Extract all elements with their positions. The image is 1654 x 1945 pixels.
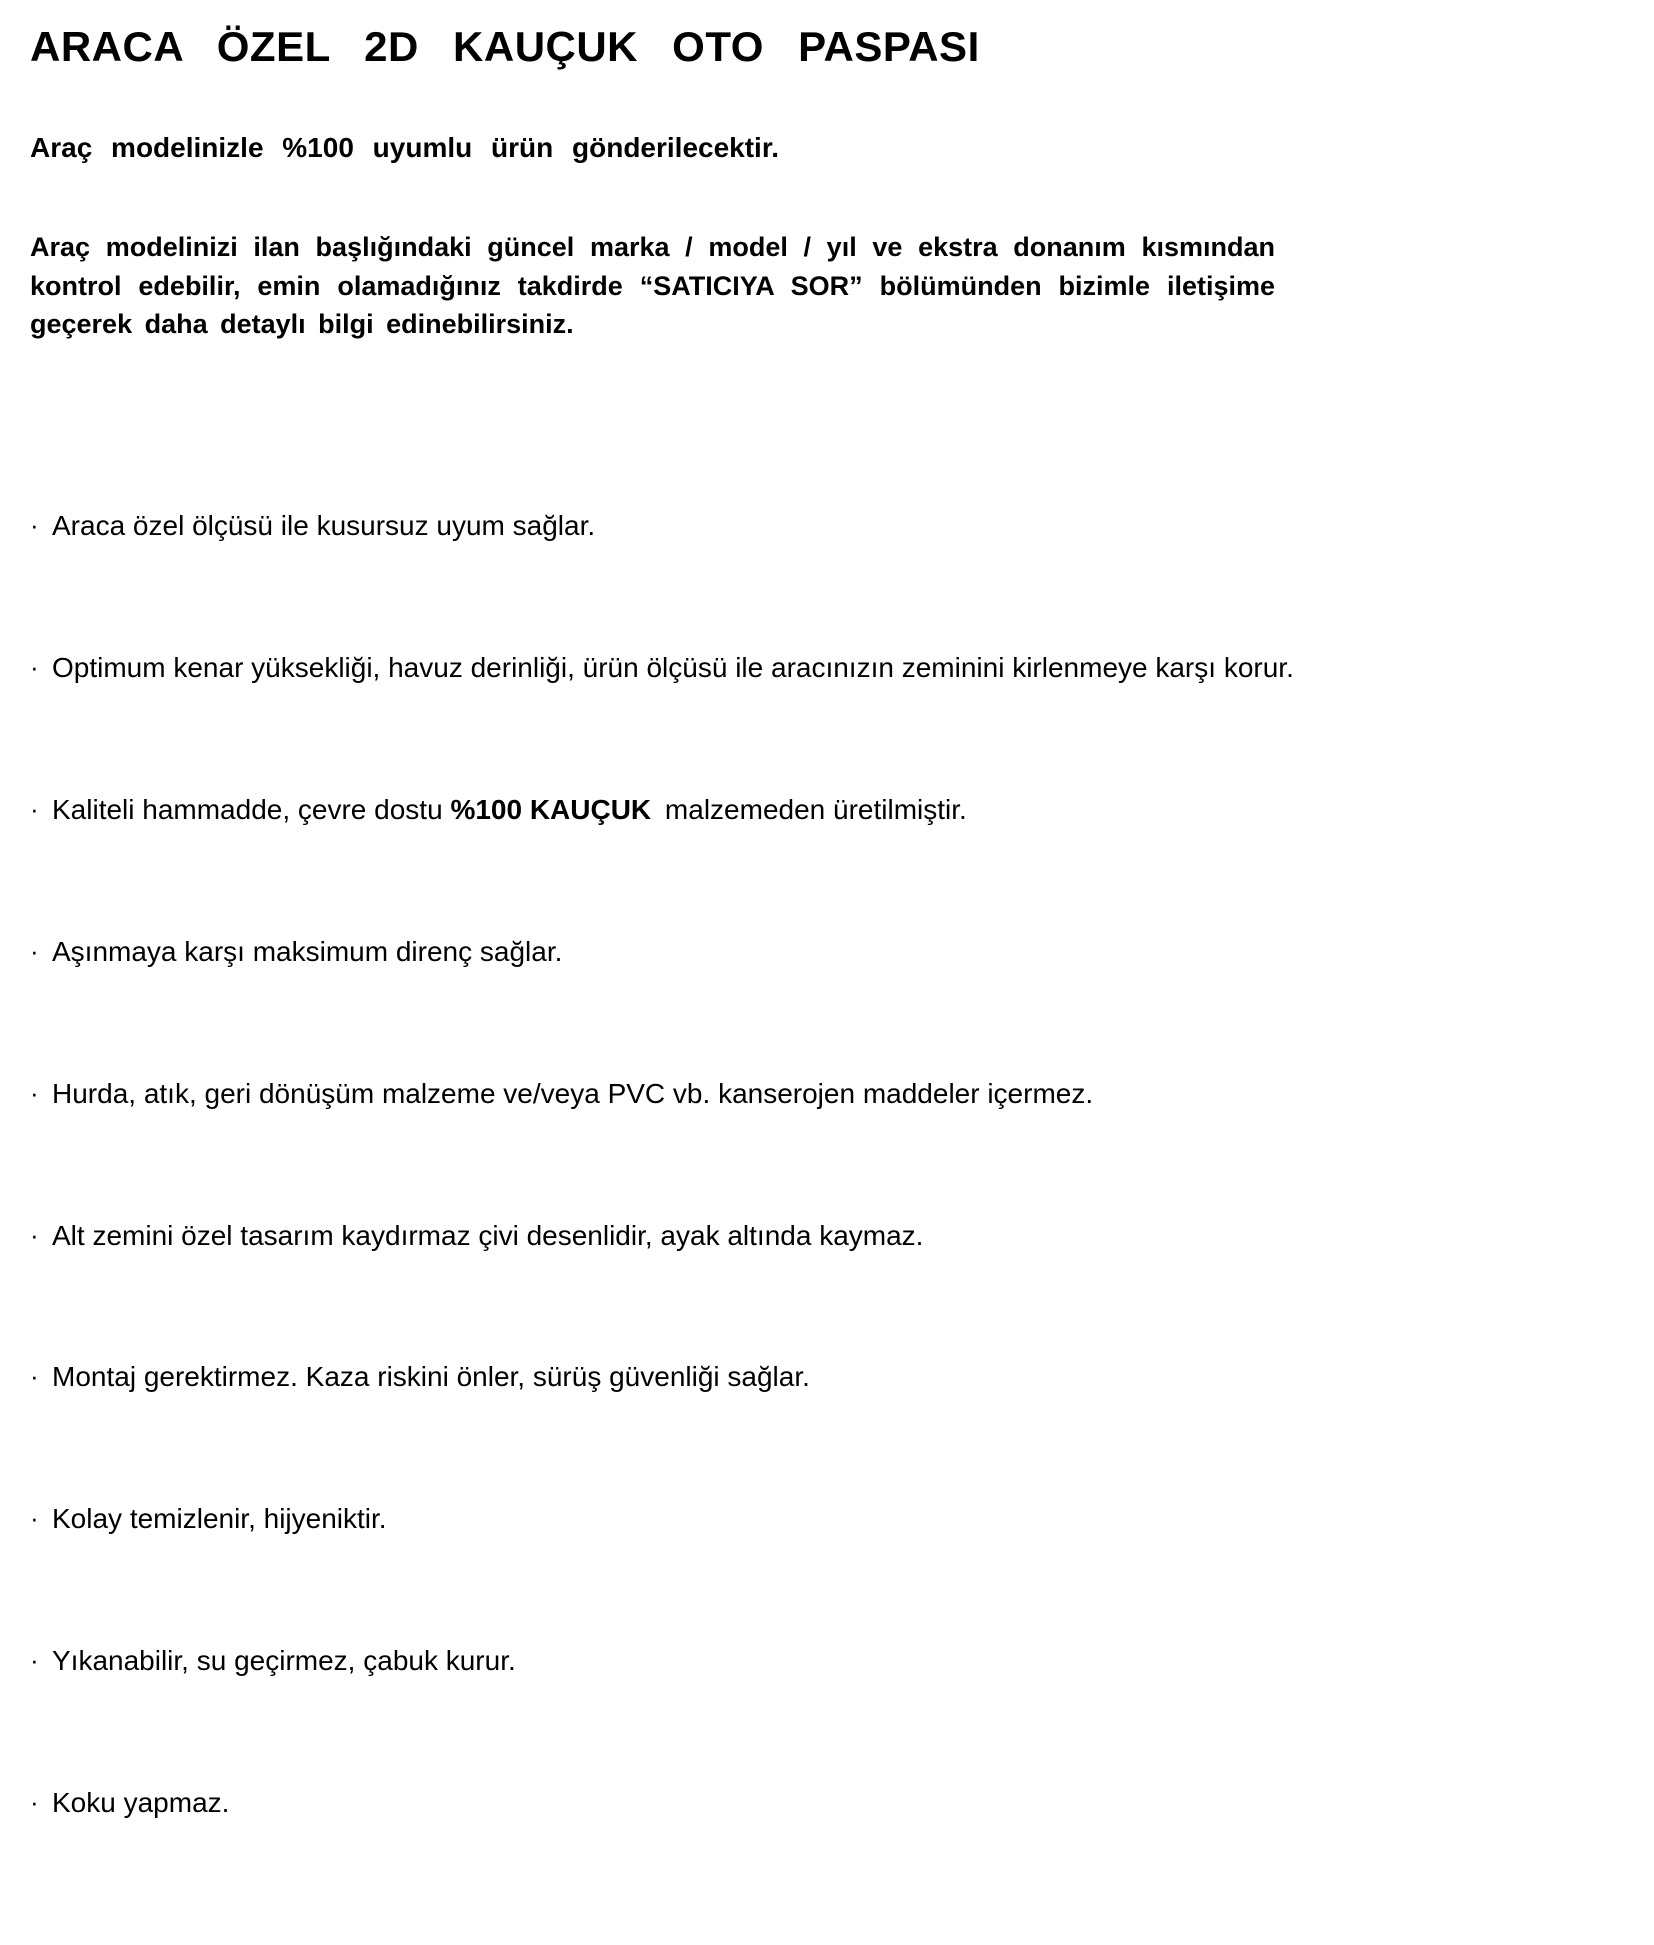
list-item bbox=[30, 1076, 1630, 1112]
bullet-text bbox=[52, 650, 1630, 686]
list-item bbox=[30, 1359, 1630, 1395]
bullet-text bbox=[52, 1218, 1630, 1254]
bullet-text bbox=[52, 508, 1630, 544]
bullet-text-pre: Araca özel ölçüsü ile kusursuz uyum sağlar. bbox=[52, 510, 596, 542]
bullet-marker: · bbox=[30, 935, 39, 966]
bullet-text-pre: Optimum kenar yüksekliği, havuz derinliği, ürün ölçüsü ile aracınızın zeminini kirlenmeye karşı korur. bbox=[52, 652, 1294, 684]
bullet-list bbox=[30, 508, 1630, 1821]
bullet-text bbox=[52, 1501, 1630, 1537]
list-item bbox=[30, 1785, 1630, 1821]
compatibility-note: Araç modelinizle %100 uyumlu ürün gönderilecektir. bbox=[30, 132, 779, 164]
bullet-marker: · bbox=[30, 1361, 39, 1392]
list-item bbox=[30, 934, 1630, 970]
bullet-text-pre: Kolay temizlenir, hijyeniktir. bbox=[52, 1503, 387, 1535]
bullet-text bbox=[52, 1785, 1630, 1821]
page-title: ARACA ÖZEL 2D KAUÇUK OTO PASPASI bbox=[30, 23, 980, 70]
bullet-text-post: malzemeden üretilmiştir. bbox=[657, 793, 967, 825]
bullet-text-pre: Kaliteli hammadde, çevre dostu bbox=[52, 793, 451, 825]
bullet-marker: · bbox=[30, 1077, 39, 1108]
seller-contact-note: Araç modelinizi ilan başlığındaki güncel marka / model / yıl ve ekstra donanım kısmından kontrol edebilir, emin olamadığınız takdirde “SATICIYA SOR” bölümünden bizimle iletişime geçerek daha detaylı bilgi edinebilirsiniz. bbox=[30, 232, 1275, 339]
bullet-marker: · bbox=[30, 1787, 39, 1818]
bullet-text-pre: Montaj gerektirmez. Kaza riskini önler, sürüş güvenliği sağlar. bbox=[52, 1361, 810, 1393]
bullet-marker: · bbox=[30, 1219, 39, 1250]
bullet-marker: · bbox=[30, 1503, 39, 1534]
list-item bbox=[30, 792, 1630, 828]
bullet-marker: · bbox=[30, 652, 39, 683]
bullet-text-pre: Koku yapmaz. bbox=[52, 1787, 230, 1819]
list-item bbox=[30, 1643, 1630, 1679]
list-item bbox=[30, 508, 1630, 544]
bullet-text bbox=[52, 792, 1630, 828]
bullet-text-pre: Aşınmaya karşı maksimum direnç sağlar. bbox=[52, 935, 563, 967]
bullet-text-pre: Alt zemini özel tasarım kaydırmaz çivi desenlidir, ayak altında kaymaz. bbox=[52, 1219, 924, 1251]
bullet-marker: · bbox=[30, 1645, 39, 1676]
bullet-marker: · bbox=[30, 510, 39, 541]
bullet-text-pre: Hurda, atık, geri dönüşüm malzeme ve/veya PVC vb. kanserojen maddeler içermez. bbox=[52, 1077, 1094, 1109]
bullet-text-pre: Yıkanabilir, su geçirmez, çabuk kurur. bbox=[52, 1645, 516, 1677]
bullet-text bbox=[52, 1076, 1630, 1112]
bullet-text bbox=[52, 1643, 1630, 1679]
list-item bbox=[30, 1501, 1630, 1537]
bullet-text-bold: %100 KAUÇUK bbox=[450, 793, 652, 825]
bullet-marker: · bbox=[30, 793, 39, 824]
bullet-text bbox=[52, 1359, 1630, 1395]
list-item bbox=[30, 1218, 1630, 1254]
list-item bbox=[30, 650, 1630, 686]
bullet-text bbox=[52, 934, 1630, 970]
